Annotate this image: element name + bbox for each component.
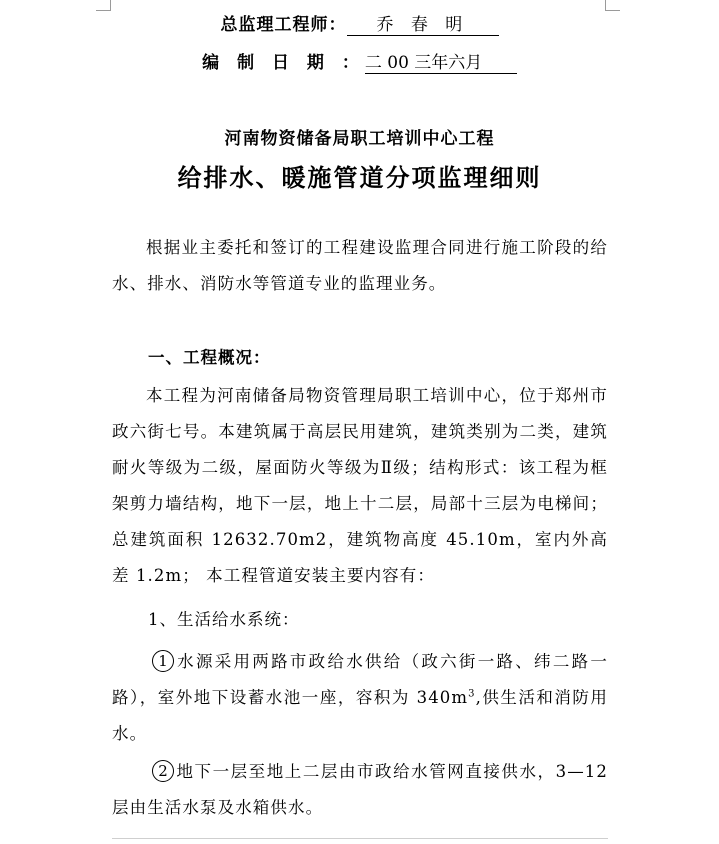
circled-number: 1 <box>152 650 174 672</box>
supervisor-name: 乔 春 明 <box>347 10 499 36</box>
superscript: 3 <box>468 688 476 700</box>
date-line <box>0 48 719 74</box>
supervisor-label: 总监理工程师： <box>220 15 347 35</box>
date-value: 二 00 三年六月 <box>365 48 517 74</box>
list-item <box>112 754 608 826</box>
list-item <box>112 644 608 752</box>
section-heading-overview: 一、工程概况： <box>148 348 271 367</box>
intro-paragraph: 根据业主委托和签订的工程建设监理合同进行施工阶段的给水、排水、消防水等管道专业的监理业务。 <box>112 238 608 293</box>
project-name: 河南物资储备局职工培训中心工程 <box>224 129 495 149</box>
circled-number: 2 <box>152 760 174 782</box>
date-label: 编 制 日 期 ： <box>202 53 365 73</box>
overview-paragraph: 本工程为河南储备局物资管理局职工培训中心，位于郑州市政六街七号。本建筑属于高层民用建筑，建筑类别为二类，建筑耐火等级为二级，屋面防火等级为Ⅱ级；结构形式：该工程为框架剪力墙结构，地下一层，地上十二层，局部十三层为电梯间；总建筑面积 12632.70m2，建筑物高度 45.10m，室内外高差 1.2m； 本工程管道安装主要内容有： <box>112 386 608 585</box>
subheading-water-supply: 1、生活给水系统： <box>148 610 300 629</box>
list-item-text: 地下一层至地上二层由市政给水管网直接供水，3—12 层由生活水泵及水箱供水。 <box>112 762 608 817</box>
document-title: 给排水、暖施管道分项监理细则 <box>177 163 542 192</box>
supervisor-line <box>0 10 719 36</box>
page-bottom-rule <box>112 838 608 839</box>
list-item-text-cont: ,供生活和消防用水。 <box>112 688 608 743</box>
list-item-text: 水源采用两路市政给水供给（政六街一路、纬二路一路），室外地下设蓄水池一座，容积为 340m <box>112 652 608 707</box>
